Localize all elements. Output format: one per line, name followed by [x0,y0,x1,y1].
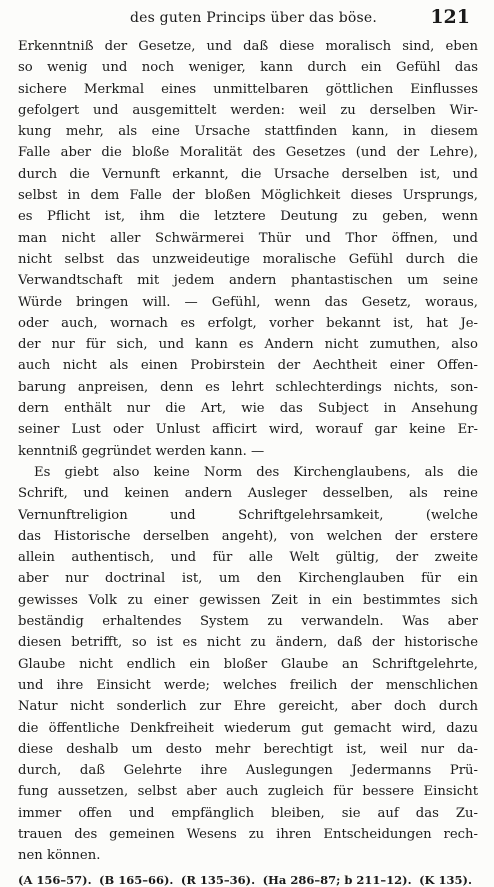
text-line: selbst in dem Falle der bloßen Möglichkeit dieses Ursprungs, [18,188,478,204]
text-line: dern enthält nur die Art, wie das Subject in Ansehung [18,401,478,417]
text-line: diesen betrifft, so ist es nicht zu ändern, daß der historische [18,635,478,651]
text-line: Erkenntniß der Gesetze, und daß diese moralisch sind, eben [18,39,478,54]
reference-b: (B 165–66). [99,872,174,887]
text-line: man nicht aller Schwärmerei Thür und Thor öffnen, und [18,230,478,246]
text-line: immer offen und empfänglich bleiben, sie auf das Zu- [18,805,478,821]
reference-r: (R 135–36). [180,872,256,887]
text-line: barung anpreisen, denn es lehrt schlechterdings nichts, son- [18,379,478,395]
text-line: allein authentisch, und für alle Welt gültig, der zweite [18,550,478,566]
text-line: nicht selbst das unzweideutige moralische Gefühl durch die [18,251,478,267]
footer-references [18,873,478,887]
text-line: beständig erhaltendes System zu verwandeln. Was aber [18,614,478,630]
text-line: Falle aber die bloße Moralität des Gesetzes (und der Lehre), [18,145,478,161]
reference-ha: (Ha 286–87; b 211–12). [262,872,412,887]
reference-a: (A 156–57). [18,872,92,887]
text-line: Würde bringen will. — Gefühl, wenn das Gesetz, woraus, [18,294,478,310]
text-line: sichere Merkmal eines unmittelbaren göttlichen Einflusses [18,81,478,97]
text-line: seiner Lust oder Unlust afficirt wird, worauf gar keine Er- [18,422,478,438]
text-line: so wenig und noch weniger, kann durch ein Gefühl das [18,60,478,76]
text-line: der nur für sich, und kann es Andern nicht zumuthen, also [18,337,478,353]
text-line: Verwandtschaft mit jedem andern phantastischen um seine [18,273,478,289]
text-line: kung mehr, als eine Ursache stattfinden kann, in diesem [18,124,478,140]
text-line: das Historische derselben angeht), von welchen der erstere [18,528,478,544]
text-line: aber nur doctrinal ist, um den Kirchenglauben für ein [18,571,478,587]
text-line: Vernunftreligion und Schriftgelehrsamkeit, (welche [18,507,478,523]
text-line: es Pflicht ist, ihm die letztere Deutung zu geben, wenn [18,209,478,225]
text-line: gefolgert und ausgemittelt werden: weil zu derselben Wir- [18,102,478,118]
body-text [18,36,478,867]
text-line: auch nicht als einen Probirstein der Aechtheit einer Offen- [18,358,478,374]
running-title: des guten Princips über das böse. [130,10,378,26]
text-line: Glaube nicht endlich ein bloßer Glaube an Schriftgelehrte, [18,656,478,672]
text-line: diese deshalb um desto mehr berechtigt ist, weil nur da- [18,741,478,757]
text-line: Es giebt also keine Norm des Kirchenglaubens, als die [34,464,478,480]
text-line: durch, daß Gelehrte ihre Auslegungen Jedermanns Prü- [18,763,478,779]
text-line: die öffentliche Denkfreiheit wiederum gut gemacht wird, dazu [18,720,478,736]
text-line: trauen des gemeinen Wesens zu ihren Entscheidungen rech- [18,826,478,842]
text-line: kenntniß gegründet werden kann. — [18,443,265,459]
page-header [18,6,478,36]
text-line: gewisses Volk zu einer gewissen Zeit in ein bestimmtes sich [18,592,478,608]
text-line: Natur nicht sonderlich zur Ehre gereicht, aber doch durch [18,699,478,715]
text-line: oder auch, wornach es erfolgt, vorher bekannt ist, hat Je- [18,315,478,331]
text-line: Schrift, und keinen andern Ausleger desselben, als reine [18,486,478,502]
text-line: durch die Vernunft erkannt, die Ursache derselben ist, und [18,166,478,182]
text-line: und ihre Einsicht werde; welches freilich der menschlichen [18,677,478,693]
text-line: fung aussetzen, selbst aber auch zugleich für bessere Einsicht [18,784,478,800]
reference-k: (K 135). [419,872,472,887]
text-line: nen können. [18,848,101,864]
page-number: 121 [430,6,470,28]
